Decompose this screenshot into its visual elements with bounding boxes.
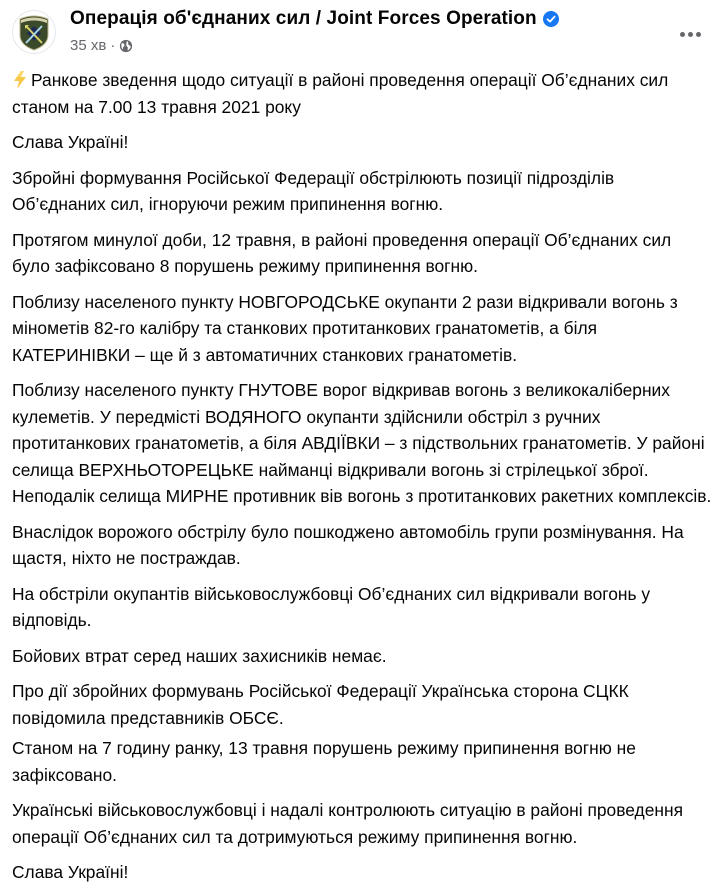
- post-title-paragraph: [12, 67, 712, 120]
- globe-icon[interactable]: [119, 39, 133, 53]
- post-paragraph: На обстріли окупантів військовослужбовці Об’єднаних сил відкривали вогонь у відповідь.: [12, 583, 651, 630]
- page-avatar[interactable]: [12, 10, 56, 54]
- more-options-button[interactable]: [672, 22, 708, 46]
- post-paragraph: Станом на 7 годину ранку, 13 травня порушень режиму припинення вогню не зафіксовано.: [12, 738, 636, 785]
- post-meta: [70, 37, 133, 54]
- lightning-bolt-icon: [12, 71, 29, 89]
- more-dot-icon: [680, 32, 685, 37]
- verified-badge-icon: [543, 11, 559, 27]
- post-body: [12, 67, 712, 895]
- post-paragraph: Збройні формування Російської Федерації обстрілюють позиції підрозділів Об’єднаних сил, ігноруючи режим припинення вогню.: [12, 167, 615, 214]
- post-paragraph: Про дії збройних формувань Російської Федерації Українська сторона СЦКК повідомила представників ОБСЄ.: [12, 681, 629, 728]
- more-dot-icon: [688, 32, 693, 37]
- post-paragraph: Поблизу населеного пункту НОВГОРОДСЬКЕ окупанти 2 рази відкривали вогонь з мінометів 82-го калібру та станкових протитанкових гранатометів, а біля КАТЕРИНІВКИ – ще й з автоматичних станкових гранатометів.: [12, 291, 678, 365]
- post-paragraph: Протягом минулої доби, 12 травня, в районі проведення операції Об’єднаних сил було зафіксовано 8 порушень режиму припинення вогню.: [12, 229, 672, 276]
- meta-separator: ·: [110, 37, 116, 54]
- post-paragraph: Поблизу населеного пункту ГНУТОВЕ ворог відкривав вогонь з великокаліберних кулеметів. У передмісті ВОДЯНОГО окупанти здійснили обстріл з ручних протитанкових гранатометів, а біля АВДІЇВКИ – з підствольних гранатометів. У районі селища ВЕРХНЬОТОРЕЦЬКЕ найманці відкривали вогонь зі стрілецької зброї. Неподалік селища МИРНЕ противник вів вогонь з протитанкових ракетних комплексів.: [12, 380, 712, 506]
- jfo-emblem-icon: [17, 13, 51, 51]
- post-title: Ранкове зведення щодо ситуації в районі проведення операції Об’єднаних сил станом на 7.00 13 травня 2021 року: [12, 70, 669, 117]
- post-paragraph: Бойових втрат серед наших захисників немає.: [12, 645, 387, 666]
- post-paragraph: Слава Україні!: [12, 132, 129, 152]
- page-name-link[interactable]: Операція об'єднаних сил / Joint Forces Operation: [70, 8, 537, 29]
- more-dot-icon: [696, 32, 701, 37]
- post-paragraph: Слава Україні!: [12, 862, 129, 882]
- post-timestamp-link[interactable]: 35 хв: [70, 37, 107, 54]
- post-paragraph: Українські військовослужбовці і надалі контролюють ситуацію в районі проведення операції Об’єднаних сил та дотримуються режиму припинення вогню.: [12, 800, 683, 847]
- post-header: [0, 0, 723, 64]
- post-paragraph: Внаслідок ворожого обстрілу було пошкоджено автомобіль групи розмінування. На щастя, ніхто не постраждав.: [12, 521, 684, 568]
- page-name-row: [70, 8, 559, 30]
